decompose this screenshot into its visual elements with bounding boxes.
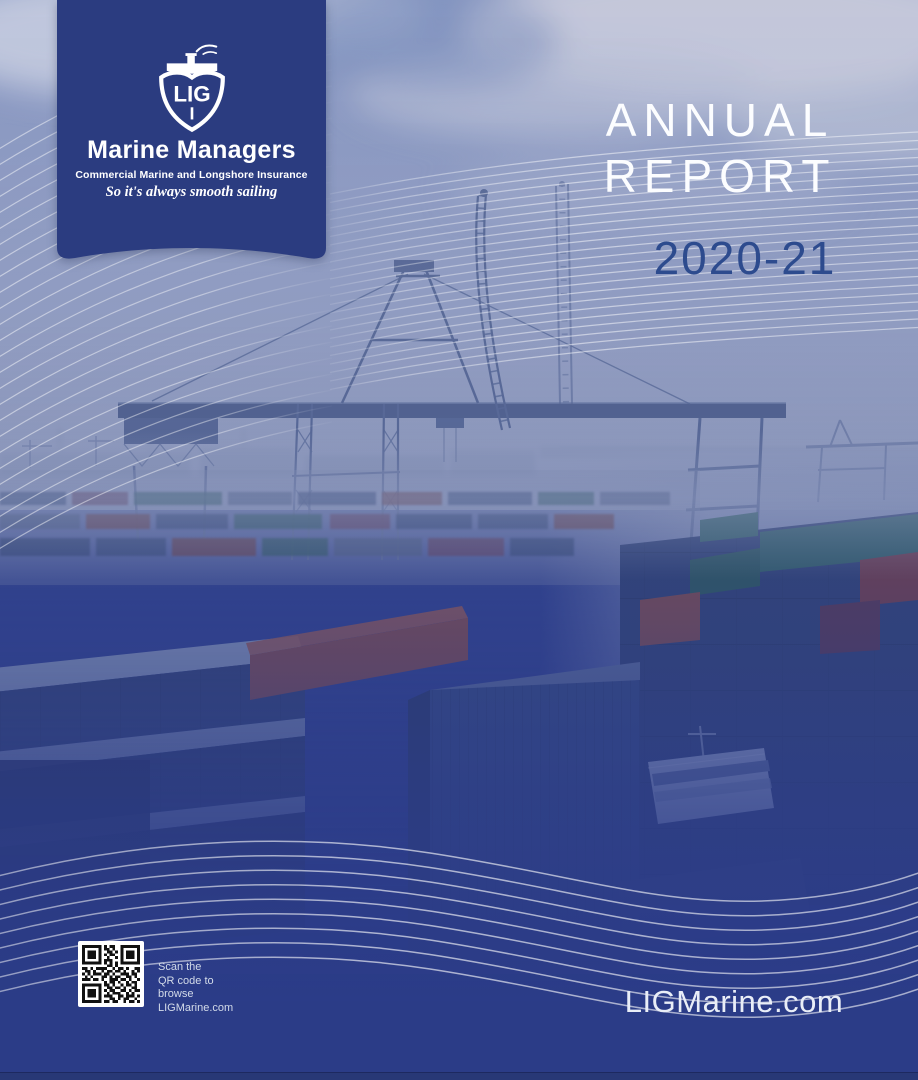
logo-monogram: LIG <box>172 81 211 107</box>
lig-shield-ship-icon <box>150 40 234 141</box>
org-subtitle: Commercial Marine and Longshore Insurance <box>75 169 308 181</box>
report-period: 2020-21 <box>653 232 837 284</box>
report-title-line2: REPORT <box>603 150 837 202</box>
org-tagline: So it's always smooth sailing <box>105 184 278 200</box>
report-title <box>545 92 895 204</box>
qr-caption-line: QR code to <box>158 974 214 987</box>
qr-caption-line: Scan the <box>158 961 202 973</box>
qr-block <box>78 941 233 1015</box>
ship-smoke-icon <box>196 45 216 54</box>
qr-code <box>78 941 144 1007</box>
brand-panel <box>57 0 326 263</box>
report-title-line1: ANNUAL <box>605 94 835 146</box>
org-name: Marine Managers <box>87 136 296 164</box>
shield-tick <box>190 107 193 119</box>
qr-caption-line: browse <box>158 988 194 1001</box>
qr-caption-line: LIGMarine.com <box>158 1001 234 1014</box>
bottom-strip <box>0 1072 918 1080</box>
qr-caption <box>158 961 233 1015</box>
website-url: LIGMarine.com <box>624 984 844 1019</box>
